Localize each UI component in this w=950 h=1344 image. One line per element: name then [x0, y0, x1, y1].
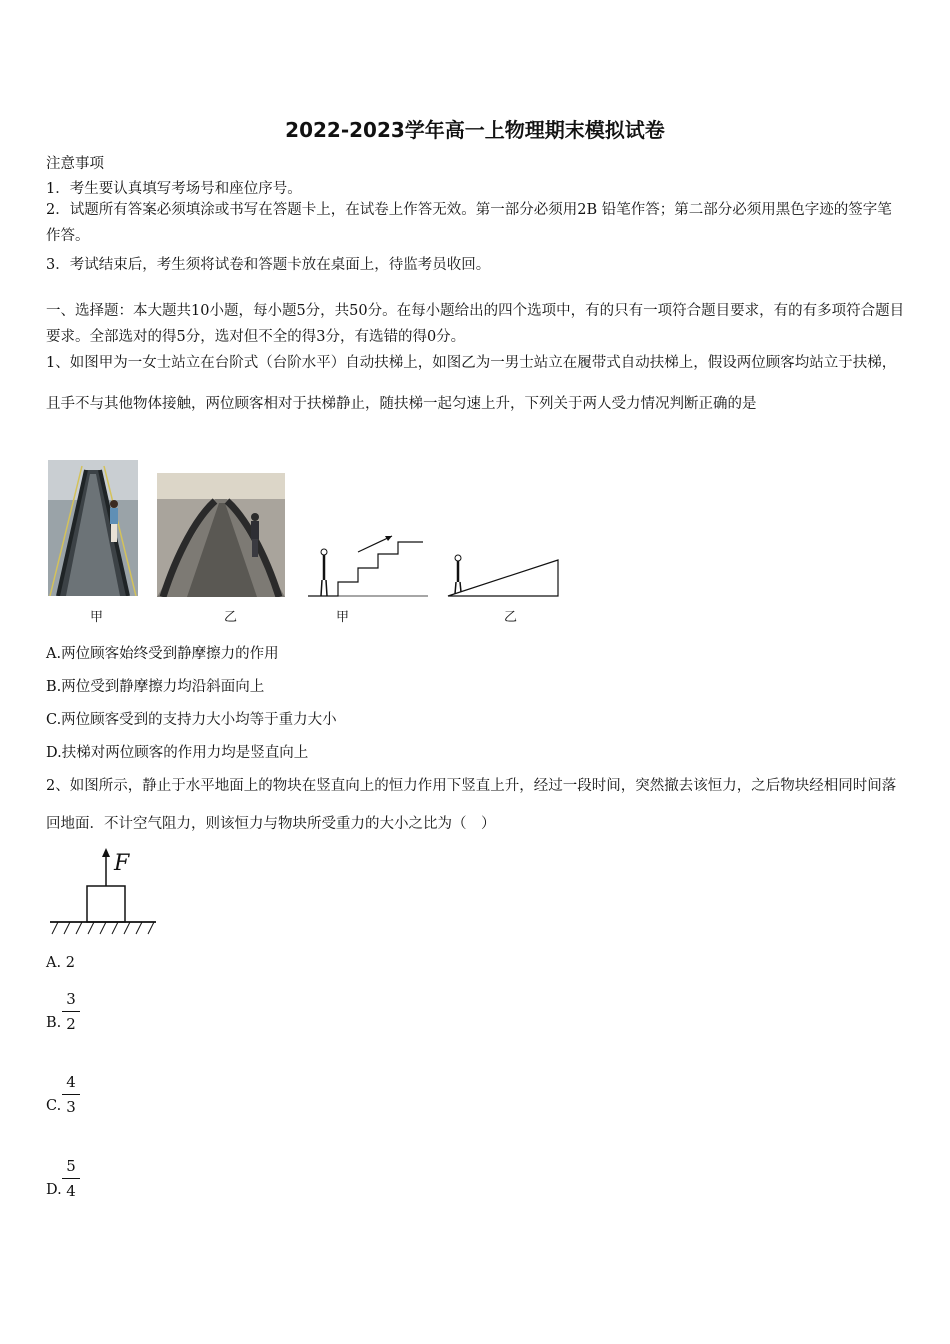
q1-stem: 1、如图甲为一女士站立在台阶式（台阶水平）自动扶梯上，如图乙为一男士站立在履带式自动扶梯上，假设两位顾客均站立于扶梯，且手不与其他物体接触，两位顾客相对于扶梯静止，随扶梯一起匀速上升，下列关于两人受力情况判断正确的是: [46, 355, 897, 412]
block-force-diagram: [50, 848, 160, 940]
stair-escalator-diagram: [308, 530, 428, 600]
notice-item-2: 2．试题所有答案必须填涂或书写在答题卡上，在试卷上作答无效。第一部分必须用2B 铅笔作答；第二部分必须用黑色字迹的签字笔作答。: [46, 202, 892, 244]
caption-photo-yi: 乙: [224, 610, 238, 625]
q2-option-b-label[interactable]: B.: [46, 1015, 62, 1031]
q1-option-b[interactable]: B.两位受到静摩擦力均沿斜面向上: [46, 679, 265, 695]
q2-option-d-label[interactable]: D.: [46, 1182, 62, 1198]
force-label: F: [114, 851, 130, 876]
caption-diagram-yi: 乙: [504, 610, 518, 625]
page-title: 2022-2023学年高一上物理期末模拟试卷: [285, 118, 665, 142]
notice-item-1: 1．考生要认真填写考场号和座位序号。: [46, 181, 302, 197]
incline-escalator-diagram: [448, 554, 560, 598]
q2-stem: 2、如图所示，静止于水平地面上的物块在竖直向上的恒力作用下竖直上升，经过一段时间，突然撤去该恒力，之后物块经相同时间落回地面．不计空气阻力，则该恒力与物块所受重力的大小之比为（ ）: [46, 778, 897, 832]
q1-option-c[interactable]: C.两位顾客受到的支持力大小均等于重力大小: [46, 712, 337, 728]
q2-option-b-fraction: [62, 990, 80, 1033]
section1-intro: 一、选择题：本大题共10小题，每小题5分，共50分。在每小题给出的四个选项中，有的只有一项符合题目要求，有的有多项符合题目要求。全部选对的得5分，选对但不全的得3分，有选错的得0分。: [46, 303, 905, 345]
escalator-photo-jia: [48, 460, 138, 596]
caption-photo-jia: 甲: [90, 610, 104, 625]
q1-option-a[interactable]: A.两位顾客始终受到静摩擦力的作用: [46, 646, 279, 662]
q2-option-c-label[interactable]: C.: [46, 1098, 62, 1114]
denominator: 2: [66, 1015, 76, 1033]
walkway-photo-yi: [157, 473, 285, 597]
notice-item-3: 3．考试结束后，考生须将试卷和答题卡放在桌面上，待监考员收回。: [46, 257, 491, 273]
numerator: 4: [66, 1073, 76, 1091]
caption-diagram-jia: 甲: [336, 610, 350, 625]
denominator: 3: [66, 1098, 76, 1116]
numerator: 3: [66, 990, 76, 1008]
q2-option-c-fraction: [62, 1073, 80, 1116]
numerator: 5: [66, 1157, 76, 1175]
notice-heading: 注意事项: [46, 156, 104, 172]
q2-option-a[interactable]: A. 2: [46, 955, 75, 971]
q1-option-d[interactable]: D.扶梯对两位顾客的作用力均是竖直向上: [46, 745, 309, 761]
denominator: 4: [66, 1182, 76, 1200]
q2-option-d-fraction: [62, 1157, 80, 1200]
